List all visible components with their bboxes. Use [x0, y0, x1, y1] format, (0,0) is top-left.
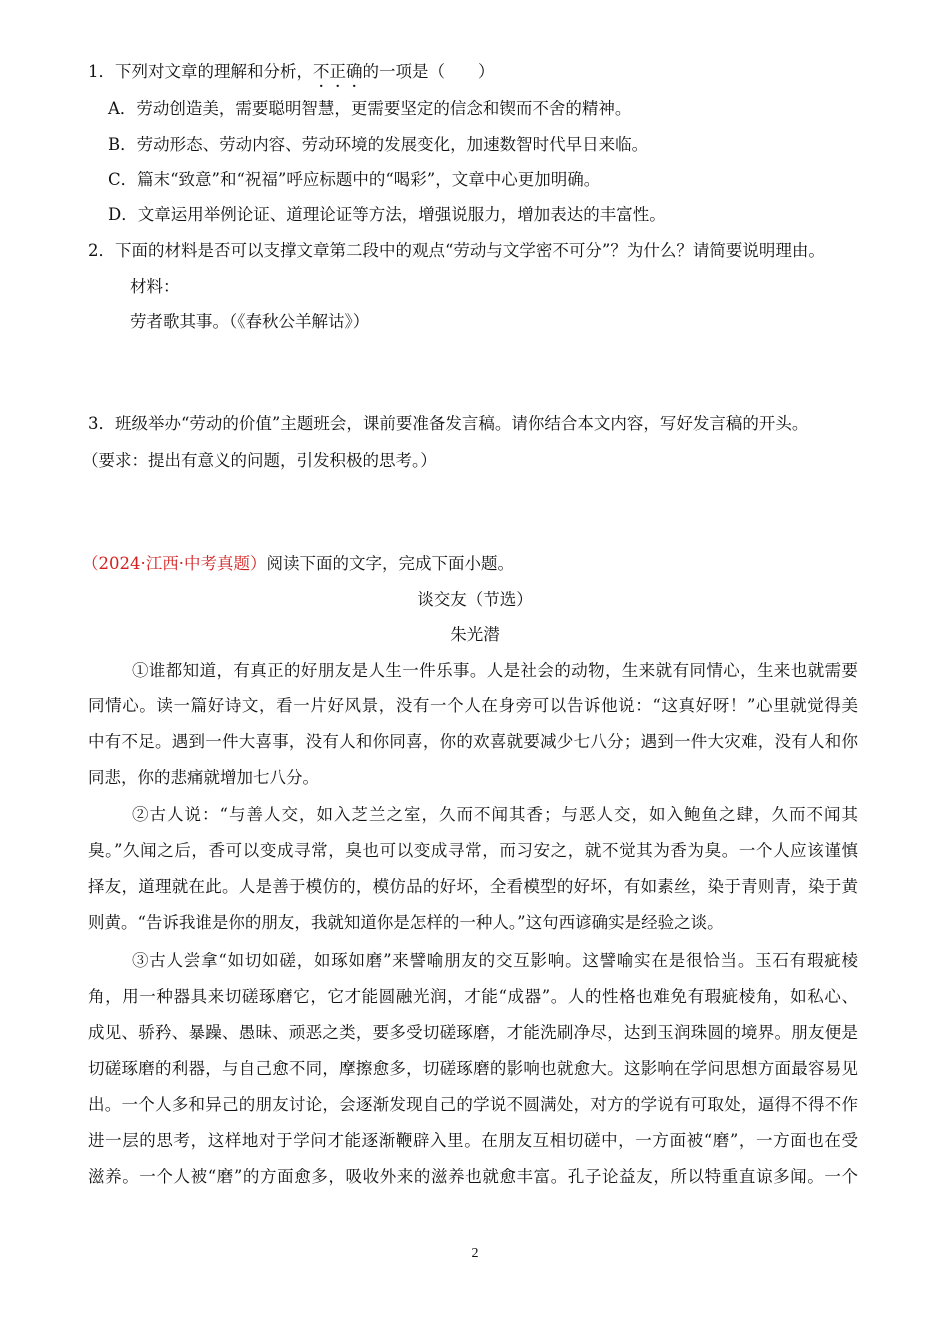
option-c: C．篇末“致意”和“祝福”呼应标题中的“喝彩”，文章中心更加明确。 — [108, 170, 601, 189]
question-1-stem-prefix: 1．下列对文章的理解和分析， — [88, 62, 313, 81]
article-line: 滋养。一个人被“磨”的方面愈多，吸收外来的滋养也就愈丰富。孔子论益友，所以特重直谅多闻。一个 — [88, 1167, 858, 1186]
article-line: 则黄。“告诉我谁是你的朋友，我就知道你是怎样的一种人。”这句西谚确实是经验之谈。 — [88, 913, 724, 932]
page-number: 2 — [471, 1246, 479, 1261]
article-line: 切磋琢磨的利器，与自己愈不同，摩擦愈多，切磋琢磨的影响也就愈大。这影响在学问思想方面最容易见 — [88, 1059, 858, 1078]
question-1-stem-suffix: 的一项是（ ） — [362, 62, 495, 81]
article-line: 臭。”久闻之后，香可以变成寻常，臭也可以变成寻常，而习安之，就不觉其为香为臭。一个人应该谨慎 — [88, 841, 858, 860]
article-author: 朱光潜 — [450, 625, 500, 644]
question-1-stem — [88, 61, 495, 83]
emphasis-char: 确 — [346, 62, 363, 81]
material-text: 劳者歌其事。（《春秋公羊解诂》） — [130, 312, 370, 331]
question-2-stem: 2．下面的材料是否可以支撑文章第二段中的观点“劳动与文学密不可分”？为什么？请简要说明理由。 — [88, 241, 825, 260]
article-title: 谈交友（节选） — [417, 590, 533, 609]
emphasis-not-correct — [313, 62, 363, 81]
option-d: D．文章运用举例论证、道理论证等方法，增强说服力，增加表达的丰富性。 — [108, 205, 666, 224]
article-line: 中有不足。遇到一件大喜事，没有人和你同喜，你的欢喜就要减少七八分；遇到一件大灾难，没有人和你 — [88, 732, 858, 751]
reading-intro — [82, 553, 514, 575]
question-3-stem: 3．班级举办“劳动的价值”主题班会，课前要准备发言稿。请你结合本文内容，写好发言稿的开头。 — [88, 414, 809, 433]
article-line: 同情心。读一篇好诗文，看一片好风景，没有一个人在身旁可以告诉他说：“这真好呀！”心里就觉得美 — [88, 696, 858, 715]
article-line: ③古人尝拿“如切如磋，如琢如磨”来譬喻朋友的交互影响。这譬喻实在是很恰当。玉石有瑕疵棱 — [132, 951, 858, 970]
question-3-requirement: （要求：提出有意义的问题，引发积极的思考。） — [82, 451, 437, 470]
option-b: B．劳动形态、劳动内容、劳动环境的发展变化，加速数智时代早日来临。 — [108, 135, 649, 154]
article-line: 同悲，你的悲痛就增加七八分。 — [88, 768, 319, 787]
article-line: 成见、骄矜、暴躁、愚昧、顽恶之类，要多受切磋琢磨，才能洗刷净尽，达到玉润珠圆的境界。朋友便是 — [88, 1023, 858, 1042]
emphasis-char: 不 — [313, 62, 330, 81]
article-line: ①谁都知道，有真正的好朋友是人生一件乐事。人是社会的动物，生来就有同情心，生来也就需要 — [132, 661, 858, 680]
article-line: 择友，道理就在此。人是善于模仿的，模仿品的好坏，全看模型的好坏，有如素丝，染于青则青，染于黄 — [88, 877, 858, 896]
source-tag: （2024·江西·中考真题） — [82, 554, 267, 573]
option-a: A．劳动创造美，需要聪明智慧，更需要坚定的信念和锲而不舍的精神。 — [108, 99, 632, 118]
material-label: 材料： — [130, 277, 180, 296]
reading-instruction: 阅读下面的文字，完成下面小题。 — [266, 554, 514, 573]
emphasis-char: 正 — [329, 62, 346, 81]
article-line: 进一层的思考，这样地对于学问才能逐渐鞭辟入里。在朋友互相切磋中，一方面被“磨”，一方面也在受 — [88, 1131, 858, 1150]
article-line: ②古人说：“与善人交，如入芝兰之室，久而不闻其香；与恶人交，如入鲍鱼之肆，久而不闻其 — [132, 805, 858, 824]
article-line: 角，用一种器具来切磋琢磨它，它才能圆融光润，才能“成器”。人的性格也难免有瑕疵棱角，如私心、 — [88, 987, 858, 1006]
article-line: 出。一个人多和异己的朋友讨论，会逐渐发现自己的学说不圆满处，对方的学说有可取处，逼得不得不作 — [88, 1095, 858, 1114]
